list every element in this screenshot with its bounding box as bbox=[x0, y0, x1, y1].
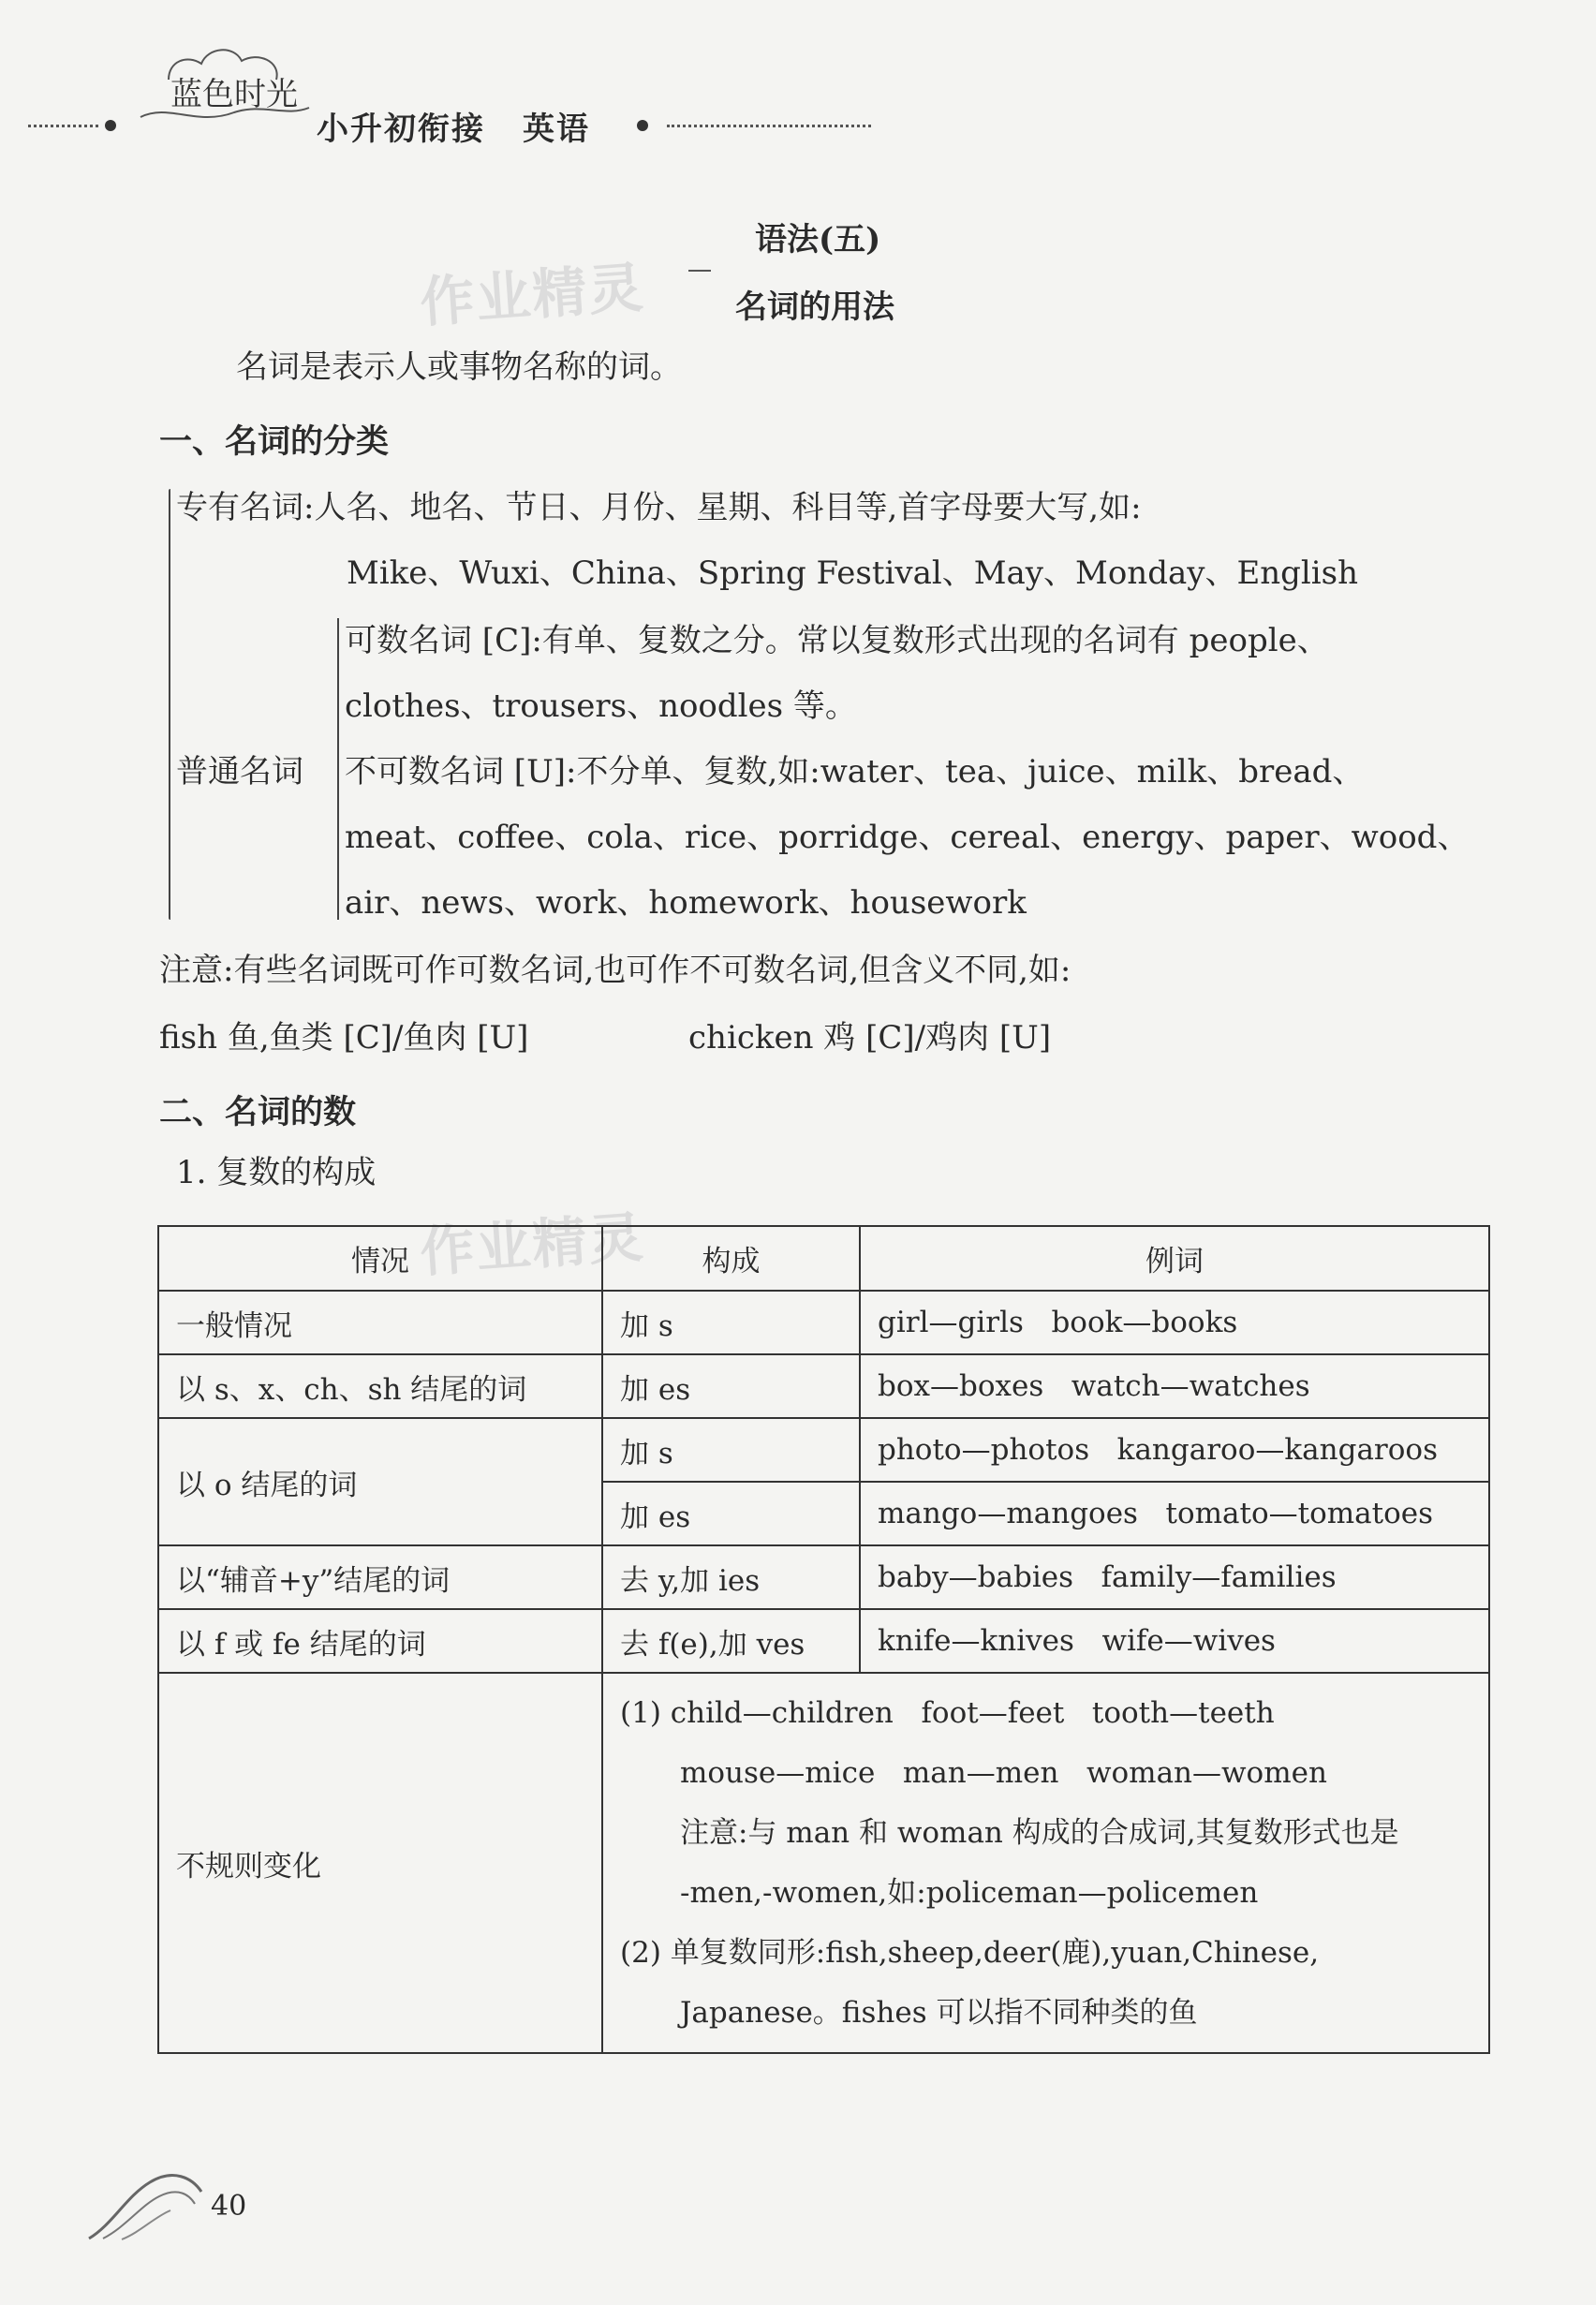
header-subject: 英语 bbox=[523, 111, 590, 148]
section-title: 语法(五) bbox=[755, 221, 881, 259]
intro-text: 名词是表示人或事物名称的词。 bbox=[236, 348, 682, 386]
proper-noun-line bbox=[176, 489, 1142, 526]
proper-noun-desc: 人名、地名、节日、月份、星期、科目等,首字母要大写,如: bbox=[314, 489, 1142, 526]
uncountable-line-1: 不可数名词 [U]:不分单、复数,如:water、tea、juice、milk、bread、 bbox=[345, 753, 1365, 790]
header-dotted-rule-left bbox=[28, 125, 98, 127]
table-row-irregular bbox=[158, 1673, 1489, 2053]
table-cell-example: girl—girls book—books bbox=[860, 1291, 1489, 1354]
table-cell-example: box—boxes watch—watches bbox=[860, 1354, 1489, 1418]
brace-common bbox=[337, 618, 339, 920]
table-cell-example: photo—photos kangaroo—kangaroos bbox=[860, 1418, 1489, 1482]
table-cell-rule: 加 s bbox=[602, 1418, 860, 1482]
table-cell-case: 以“辅音+y”结尾的词 bbox=[158, 1545, 602, 1609]
part1-heading: 一、名词的分类 bbox=[159, 423, 390, 461]
table-cell-rule: 加 s bbox=[602, 1291, 860, 1354]
irregular-line-4: -men,-women,如:policeman—policemen bbox=[680, 1876, 1259, 1910]
brace-left bbox=[169, 489, 170, 920]
header-bullet-right bbox=[637, 120, 648, 131]
countable-line-1: 可数名词 [C]:有单、复数之分。常以复数形式出现的名词有 people、 bbox=[345, 622, 1329, 659]
uncountable-line-3: air、news、work、homework、housework bbox=[345, 884, 1027, 922]
table-row bbox=[158, 1609, 1489, 1673]
table-cell-rule: 去 y,加 ies bbox=[602, 1545, 860, 1609]
table-cell-case: 不规则变化 bbox=[158, 1673, 602, 2053]
table-row bbox=[158, 1418, 1489, 1482]
watermark: 作业精灵 bbox=[418, 1204, 647, 1285]
uncountable-line-2: meat、coffee、cola、rice、porridge、cereal、energy、paper、wood、 bbox=[345, 819, 1470, 856]
table-cell-rule: 加 es bbox=[602, 1354, 860, 1418]
logo-text: 蓝色时光 bbox=[170, 76, 298, 113]
proper-noun-examples: Mike、Wuxi、China、Spring Festival、May、Monday、English bbox=[347, 554, 1359, 592]
table-cell-rule: 去 f(e),加 ves bbox=[602, 1609, 860, 1673]
note-example-chicken: chicken 鸡 [C]/鸡肉 [U] bbox=[688, 1019, 1052, 1056]
irregular-line-3: 注意:与 man 和 woman 构成的合成词,其复数形式也是 bbox=[680, 1816, 1399, 1850]
irregular-line-5: (2) 单复数同形:fish,sheep,deer(鹿),yuan,Chinese, bbox=[620, 1936, 1320, 1970]
table-cell-example: knife—knives wife—wives bbox=[860, 1609, 1489, 1673]
table-cell-case: 以 o 结尾的词 bbox=[158, 1418, 602, 1545]
table-row bbox=[158, 1354, 1489, 1418]
irregular-line-1: (1) child—children foot—feet tooth—teeth bbox=[620, 1696, 1275, 1730]
logo-cloud-icon bbox=[131, 37, 318, 140]
common-noun-label: 普通名词 bbox=[176, 753, 303, 790]
table-cell-case: 一般情况 bbox=[158, 1291, 602, 1354]
header-dotted-rule-right bbox=[667, 125, 871, 127]
proper-noun-label: 专有名词: bbox=[176, 489, 315, 526]
table-cell-example: mango—mangoes tomato—tomatoes bbox=[860, 1482, 1489, 1545]
note-example-fish: fish 鱼,鱼类 [C]/鱼肉 [U] bbox=[159, 1019, 529, 1056]
watermark: 作业精灵 bbox=[418, 255, 647, 335]
header-title-text: 小升初衔接 bbox=[317, 111, 485, 148]
page-number: 40 bbox=[211, 2190, 247, 2223]
part2-sub1: 1. 复数的构成 bbox=[176, 1154, 377, 1191]
table-cell-irregular-detail bbox=[602, 1673, 1489, 2053]
irregular-line-6: Japanese。fishes 可以指不同种类的鱼 bbox=[680, 1996, 1198, 2030]
table-cell-case: 以 s、x、ch、sh 结尾的词 bbox=[158, 1354, 602, 1418]
table-cell-example: baby—babies family—families bbox=[860, 1545, 1489, 1609]
countable-line-2: clothes、trousers、noodles 等。 bbox=[345, 687, 857, 725]
table-row bbox=[158, 1545, 1489, 1609]
table-header-case: 情况 bbox=[158, 1226, 602, 1291]
table-header-row bbox=[158, 1226, 1489, 1291]
part2-heading: 二、名词的数 bbox=[159, 1094, 357, 1131]
table-header-rule: 构成 bbox=[602, 1226, 860, 1291]
table-cell-rule: 加 es bbox=[602, 1482, 860, 1545]
header-title bbox=[317, 103, 590, 149]
table-cell-case: 以 f 或 fe 结尾的词 bbox=[158, 1609, 602, 1673]
section-subtitle: 名词的用法 bbox=[735, 288, 894, 326]
plural-formation-table bbox=[157, 1225, 1490, 2054]
irregular-line-2: mouse—mice man—men woman—women bbox=[680, 1756, 1327, 1790]
table-header-example: 例词 bbox=[860, 1226, 1489, 1291]
header-bullet-left bbox=[105, 120, 116, 131]
subtitle-dash bbox=[688, 270, 711, 272]
note-text: 注意:有些名词既可作可数名词,也可作不可数名词,但含义不同,如: bbox=[159, 952, 1071, 989]
table-row bbox=[158, 1291, 1489, 1354]
